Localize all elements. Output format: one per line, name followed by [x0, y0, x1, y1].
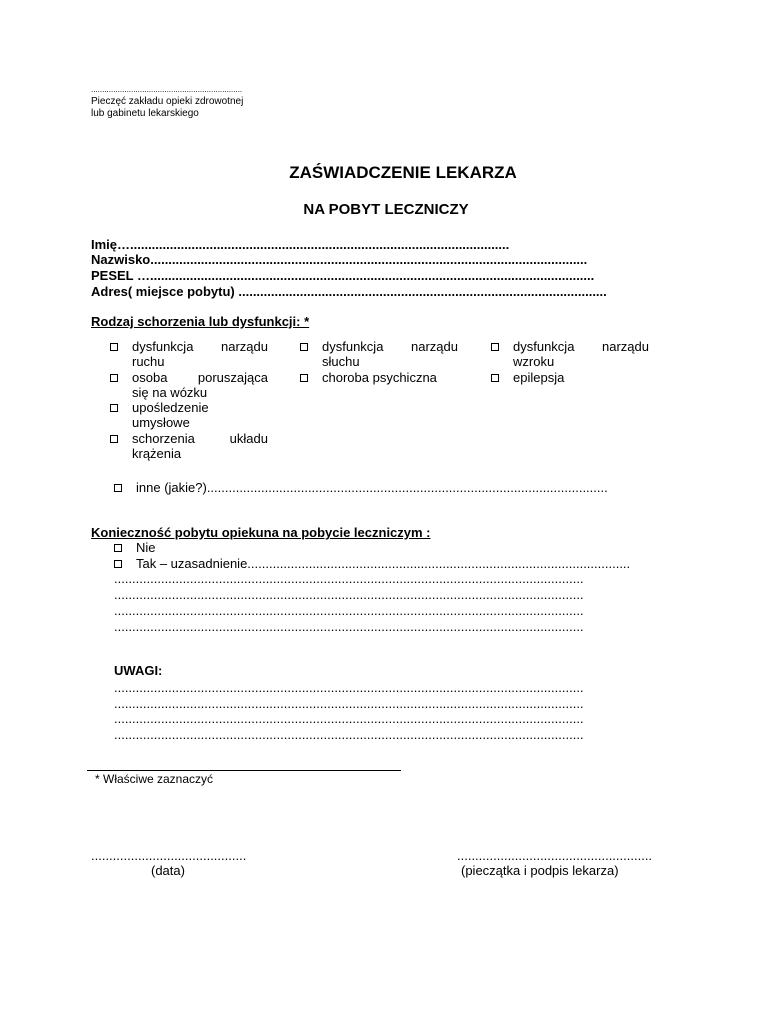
- checkbox-icon[interactable]: [491, 343, 499, 351]
- remarks-line[interactable]: ..................................................................................................................................: [114, 711, 584, 726]
- disorders-heading: Rodzaj schorzenia lub dysfunkcji: *: [91, 314, 310, 329]
- date-label: (data): [151, 863, 185, 878]
- checkbox-icon[interactable]: [300, 374, 308, 382]
- remarks-line[interactable]: ..................................................................................................................................: [114, 727, 584, 742]
- date-field[interactable]: ...........................................: [91, 848, 247, 863]
- stamp-dots: ....................................................................: [91, 85, 243, 94]
- footnote-rule: [87, 770, 401, 771]
- checkbox-icon[interactable]: [110, 435, 118, 443]
- document-title: ZAŚWIADCZENIE LEKARZA: [289, 163, 517, 182]
- checkbox-icon[interactable]: [114, 484, 122, 492]
- remarks-heading: UWAGI:: [114, 663, 163, 678]
- doctor-signature-label: (pieczątka i podpis lekarza): [461, 863, 619, 878]
- field-pesel[interactable]: PESEL …...........................................................................................................................: [91, 268, 595, 283]
- guardian-heading: Konieczność pobytu opiekuna na pobycie leczniczym :: [91, 525, 431, 540]
- checkbox-icon[interactable]: [110, 343, 118, 351]
- stamp-label-line2: lub gabinetu lekarskiego: [91, 108, 199, 119]
- remarks-line[interactable]: ..................................................................................................................................: [114, 680, 584, 695]
- field-imie[interactable]: Imię….........................................................................................................: [91, 237, 510, 252]
- checkbox-icon[interactable]: [300, 343, 308, 351]
- checkbox-icon[interactable]: [110, 374, 118, 382]
- checkbox-icon[interactable]: [110, 404, 118, 412]
- document-subtitle: NA POBYT LECZNICZY: [303, 201, 469, 218]
- remarks-line[interactable]: ..................................................................................................................................: [114, 696, 584, 711]
- footnote: * Właściwe zaznaczyć: [95, 772, 214, 786]
- guardian-justification-line[interactable]: ..................................................................................................................................: [114, 571, 584, 586]
- checkbox-icon[interactable]: [114, 560, 122, 568]
- stamp-label-line1: Pieczęć zakładu opieki zdrowotnej: [91, 96, 244, 107]
- guardian-justification-line[interactable]: ..................................................................................................................................: [114, 587, 584, 602]
- field-nazwisko[interactable]: Nazwisko.........................................................................................................................: [91, 252, 588, 267]
- checkbox-icon[interactable]: [491, 374, 499, 382]
- doctor-signature-field[interactable]: ......................................................: [457, 848, 653, 863]
- checkbox-icon[interactable]: [114, 544, 122, 552]
- guardian-justification-line[interactable]: ..................................................................................................................................: [114, 619, 584, 634]
- field-adres[interactable]: Adres( miejsce pobytu) ......................................................................................................: [91, 284, 607, 299]
- guardian-justification-line[interactable]: ..................................................................................................................................: [114, 603, 584, 618]
